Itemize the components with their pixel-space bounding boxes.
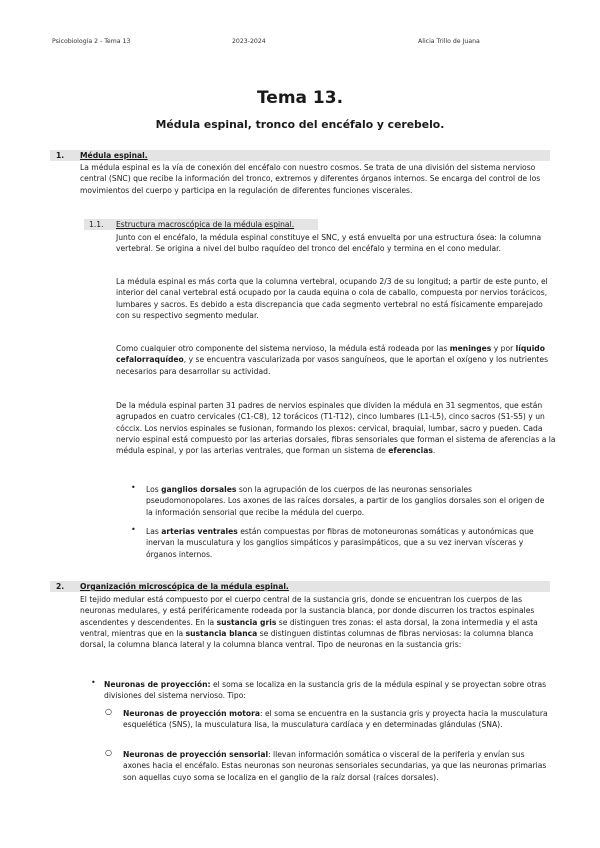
term-proyeccion-motora: Neuronas de proyección motora bbox=[123, 709, 261, 718]
header-author: Alicia Trillo de Juana bbox=[418, 38, 480, 45]
term-neuronas-proyeccion: Neuronas de proyección: bbox=[104, 680, 211, 689]
section-2-title: Organización microscópica de la médula espinal. bbox=[80, 582, 289, 591]
subsection-1-1-number: 1.1. bbox=[89, 220, 104, 229]
subsection-1-1-paragraph-3: Como cualquier otro componente del sistema nervioso, la médula está rodeada por las meninges y por líquido cefalorraquídeo, y se encuentra vascularizada por vasos sanguíneos, que le aportan el oxígeno y los nutrientes necesarios para desarrollar su actividad. bbox=[116, 344, 549, 376]
circle-bullet-icon: ○ bbox=[105, 748, 112, 757]
term-sustancia-gris: sustancia gris bbox=[216, 617, 277, 627]
term-arterias-ventrales: arterias ventrales bbox=[161, 527, 238, 536]
term-meninges: meninges bbox=[449, 344, 492, 353]
term-ganglios-dorsales: ganglios dorsales bbox=[161, 485, 237, 494]
header-course: Psicobiología 2 - Tema 13 bbox=[52, 38, 131, 45]
bullet-neuronas-proyeccion: Neuronas de proyección: el soma se localiza en la sustancia gris de la médula espinal y se proyectan sobre otras divisiones del sistema nervioso. Tipo: bbox=[104, 680, 547, 701]
section-1-number: 1. bbox=[56, 151, 65, 160]
bullet-icon: • bbox=[131, 483, 136, 492]
term-cefalorraquideo: líquido cefalorraquídeo bbox=[116, 344, 545, 365]
section-2-paragraph: El tejido medular está compuesto por el cuerpo central de la sustancia gris, donde se encuentran los cuerpos de las neuronas medulares, y está periféricamente rodeada por la sustancia blanca, por donde discurren los tractos espinales ascendentes y descendentes. En la sustancia gris se distinguen tres zonas: el asta dorsal, la zona intermedia y el asta ventral, mientras que en la sustancia blanca se distinguen distintas columnas de fibras nerviosas: la columna blanca dorsal, la columna blanca lateral y la columna blanca ventral. Tipo de neuronas en la sustancia gris: bbox=[80, 595, 538, 650]
term-sustancia-blanca: sustancia blanca bbox=[185, 628, 258, 638]
subsection-1-1-paragraph-1: Junto con el encéfalo, la médula espinal constituye el SNC, y está envuelta por una estructura ósea: la columna vertebral. Se origina a nivel del bulbo raquídeo del tronco del encéfalo y termina en el cono medular. bbox=[116, 233, 542, 254]
page-subtitle: Médula espinal, tronco del encéfalo y cerebelo. bbox=[155, 118, 445, 131]
subsection-1-1-paragraph-4: De la médula espinal parten 31 padres de nervios espinales que dividen la médula en 31 segmentos, que están agrupados en cuatro cervicales (C1-C8), 12 torácicos (T1-T12), cinco lumbares (L1-L5), cinco sacros (S1-S5) y un cóccix. Los nervios espinales se fusionan, formando los plexos: cervical, braquial, lumbar, sacro y pueden. Cada nervio espinal está compuesto por las arterias dorsales, fibras sensoriales que forman el sistema de aferencias a la médula espinal, y por las arterias ventrales, que forman un sistema de eferencias. bbox=[116, 401, 556, 456]
subbullet-proyeccion-sensorial: Neuronas de proyección sensorial: llevan información somática o visceral de la periferia y envían sus axones hacia el encéfalo. Estas neuronas son neuronas sensoriales secundarias, ya que las neuronas primarias son aquellas cuyo soma se localiza en el ganglio de la raíz dorsal (raíces dorsales). bbox=[123, 750, 547, 782]
page-title: Tema 13. bbox=[256, 88, 344, 108]
bullet-icon: • bbox=[91, 678, 96, 687]
subbullet-proyeccion-motora: Neuronas de proyección motora: el soma se encuentra en la sustancia gris y proyecta hacia la musculatura esquelética (SNS), la musculatura lisa, la musculatura cardíaca y en determinadas glándulas (SNA). bbox=[123, 709, 548, 730]
section-1-intro: La médula espinal es la vía de conexión del encéfalo con nuestro cosmos. Se trata de una división del sistema nervioso central (SNC) que recibe la información del tronco, extremos y diferentes órganos internos. Se encarga del control de los movimientos del cuerpo y participa en la regulación de diferentes funciones viscerales. bbox=[80, 163, 541, 195]
term-proyeccion-sensorial: Neuronas de proyección sensorial bbox=[123, 750, 269, 759]
section-1-title: Médula espinal. bbox=[80, 151, 148, 160]
bullet-arterias-ventrales: Las arterias ventrales están compuestas por fibras de motoneuronas somáticas y autonómicas que inervan la musculatura y los ganglios simpáticos y parasimpáticos, que a su vez inervan vísceras y órganos internos. bbox=[146, 527, 534, 559]
circle-bullet-icon: ○ bbox=[105, 707, 112, 716]
bullet-ganglios-dorsales: Los ganglios dorsales son la agrupación de los cuerpos de las neuronas sensoriales pseudomonopolares. Los axones de las raíces dorsales, a partir de los ganglios dorsales son el origen de la información sensorial que recibe la médula del cuerpo. bbox=[146, 485, 545, 517]
term-eferencias: eferencias bbox=[388, 446, 433, 456]
subsection-1-1-paragraph-2: La médula espinal es más corta que la columna vertebral, ocupando 2/3 de su longitud; a partir de este punto, el interior del canal vertebral está ocupado por la cauda equina o cola de caballo, compuesta por nervios torácicos, lumbares y sacros. Es debido a esta discrepancia que cada segmento vertebral no está físicamente emparejado con su respectivo segmento medular. bbox=[116, 277, 548, 320]
section-2-number: 2. bbox=[56, 582, 65, 591]
header-year: 2023-2024 bbox=[232, 38, 266, 45]
subsection-1-1-title: Estructura macroscópica de la médula espinal. bbox=[116, 220, 295, 229]
bullet-icon: • bbox=[131, 525, 136, 534]
